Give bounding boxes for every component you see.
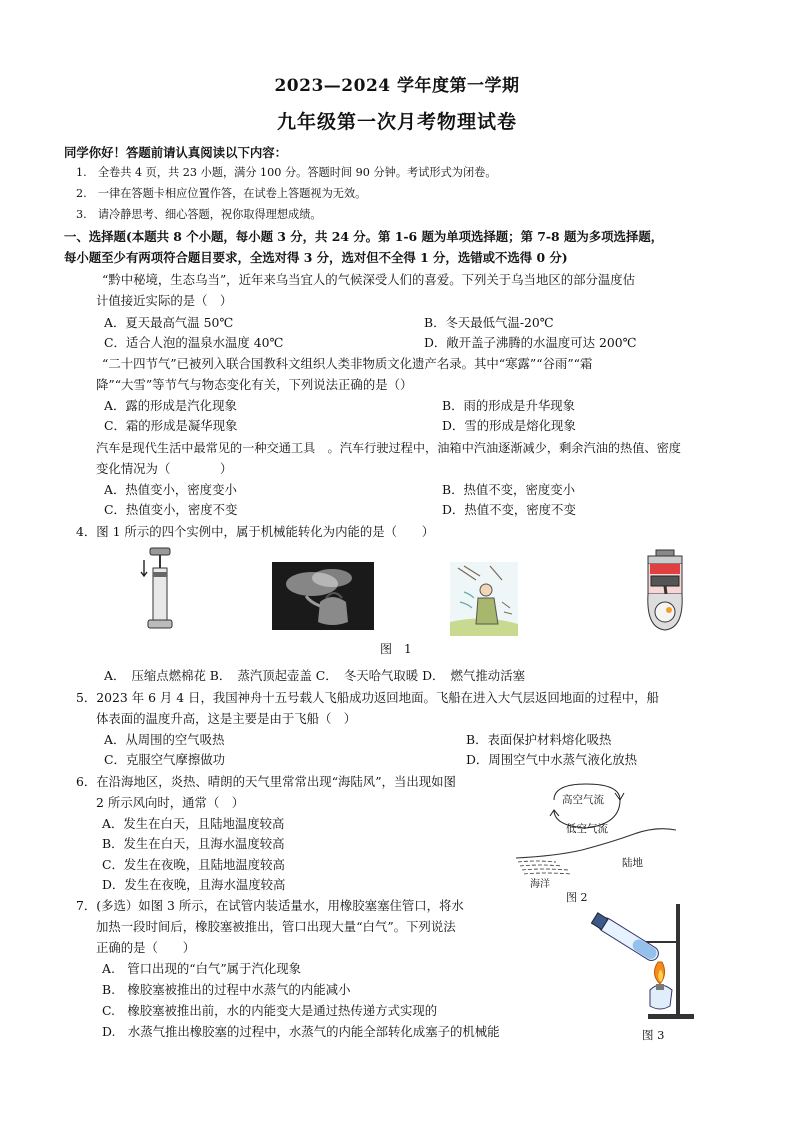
test-tube-heating-diagram (588, 900, 698, 1024)
q1-option-b: B．冬天最低气温-20℃ (424, 315, 554, 330)
q3-stem-line2: 变化情况为（ ） (96, 461, 233, 476)
q3-option-c: C．热值变小，密度不变 (104, 502, 238, 517)
figure-3-caption: 图 3 (642, 1028, 665, 1042)
q3-option-a: A．热值变小，密度变小 (104, 482, 237, 497)
q5-stem-line1: 5．2023 年 6 月 4 日，我国神舟十五号载人飞船成功返回地面。飞船在进入大气层返回地面的过程中，船 (76, 690, 659, 705)
q2-option-d: D．雪的形成是熔化现象 (442, 418, 576, 433)
q3-option-b: B．热值不变，密度变小 (442, 482, 576, 497)
q6-stem-line2: 2 所示风向时，通常（ ） (96, 795, 245, 810)
q2-option-c: C．霜的形成是凝华现象 (104, 418, 238, 433)
q5-option-a: A．从周围的空气吸热 (104, 732, 225, 747)
section1-heading-line2: 每小题至少有两项符合题目要求，全选对得 3 分，选对但不全得 1 分，选错或不选得 0 分) (64, 250, 568, 265)
q7-stem-line3: 正确的是（ ） (96, 940, 196, 955)
q6-option-d: D．发生在夜晚，且海水温度较高 (102, 877, 286, 892)
instruction-item-3: 3. 请冷静思考、细心答题，祝你取得理想成绩。 (76, 208, 322, 221)
figure-2-caption: 图 2 (566, 891, 588, 904)
q1-option-a: A．夏天最高气温 50℃ (104, 315, 234, 330)
land-label: 陆地 (622, 857, 643, 869)
q6-option-c: C．发生在夜晚，且陆地温度较高 (102, 857, 285, 872)
q3-stem-line1: 汽车是现代生活中最常见的一种交通工具 。汽车行驶过程中，油箱中汽油逐渐减少，剩余汽油的热值、密度 (96, 441, 681, 455)
q4-options: A． 压缩点燃棉花 B． 蒸汽顶起壶盖 C． 冬天哈气取暖 D． 燃气推动活塞 (104, 668, 525, 683)
figure-1-caption: 图 1 (380, 642, 412, 656)
q6-stem-line1: 6．在沿海地区，炎热、晴朗的天气里常常出现“海陆风”，当出现如图 (76, 774, 456, 789)
q7-option-c: C. 橡胶塞被推出前，水的内能变大是通过热传递方式实现的 (102, 1003, 438, 1018)
low-air-flow-label: 低空气流 (566, 823, 608, 835)
instruction-item-1: 1. 全卷共 4 页，共 23 小题，满分 100 分。答题时间 90 分钟。考试形式为闭卷。 (76, 166, 497, 179)
q7-option-a: A. 管口出现的“白气”属于汽化现象 (102, 961, 302, 976)
q2-stem-line1: “二十四节气”已被列入联合国教科文组织人类非物质文化遗产名录。其中“寒露”“谷雨”“霜 (102, 356, 593, 371)
section1-heading-line1: 一、选择题(本题共 8 个小题，每小题 3 分，共 24 分。第 1-6 题为单项选择题；第 7-8 题为多项选择题， (64, 229, 664, 244)
q1-stem-line2: 计值接近实际的是（ ） (96, 293, 233, 308)
sea-label: 海洋 (530, 879, 550, 890)
q2-stem-line2: 降”“大雪”等节气与物态变化有关，下列说法正确的是（） (96, 377, 413, 392)
q1-option-c: C．适合人泡的温泉水温度 40℃ (104, 335, 284, 350)
q6-option-a: A．发生在白天，且陆地温度较高 (102, 816, 285, 831)
q7-stem-line1: 7．(多选）如图 3 所示，在试管内装适量水，用橡胶塞塞住管口，将水 (76, 898, 464, 913)
kettle-steam-image (272, 562, 374, 630)
q7-option-d: D. 水蒸气推出橡胶塞的过程中，水蒸气的内能全部转化成塞子的机械能 (102, 1024, 500, 1039)
q6-option-b: B．发生在白天，且海水温度较高 (102, 836, 285, 851)
q4-stem: 4．图 1 所示的四个实例中，属于机械能转化为内能的是（ ） (76, 524, 435, 539)
exam-year-heading: 2023—2024 学年度第一学期 (274, 76, 520, 96)
q1-option-d: D．敞开盖子沸腾的水温度可达 200℃ (424, 335, 637, 350)
high-air-flow-label: 高空气流 (562, 794, 604, 806)
q5-option-b: B．表面保护材料熔化吸热 (466, 732, 612, 747)
q5-stem-line2: 体表面的温度升高，这是主要是由于飞船（ ） (96, 711, 357, 726)
engine-piston-image (642, 548, 688, 634)
q7-option-b: B. 橡胶塞被推出的过程中水蒸气的内能减小 (102, 982, 351, 997)
instruction-item-2: 2. 一律在答题卡相应位置作答，在试卷上答题视为无效。 (76, 187, 367, 200)
q1-stem-line1: “黔中秘境，生态乌当”，近年来乌当宜人的气候深受人们的喜爱。下列关于乌当地区的部分温度估 (102, 272, 636, 287)
q3-option-d: D．热值不变，密度不变 (442, 502, 576, 517)
instructions-intro: 同学你好！答题前请认真阅读以下内容： (64, 145, 288, 160)
q7-stem-line2: 加热一段时间后，橡胶塞被推出，管口出现大量“白气”。下列说法 (96, 919, 456, 934)
q5-option-c: C．克服空气摩擦做功 (104, 752, 225, 767)
exam-title: 九年级第一次月考物理试卷 (276, 111, 517, 133)
q2-option-b: B．雨的形成是升华现象 (442, 398, 576, 413)
q2-option-a: A．露的形成是汽化现象 (104, 398, 237, 413)
breath-warm-hands-image (450, 562, 518, 636)
q5-option-d: D．周围空气中水蒸气液化放热 (466, 752, 638, 767)
fire-syringe-image (140, 546, 180, 632)
